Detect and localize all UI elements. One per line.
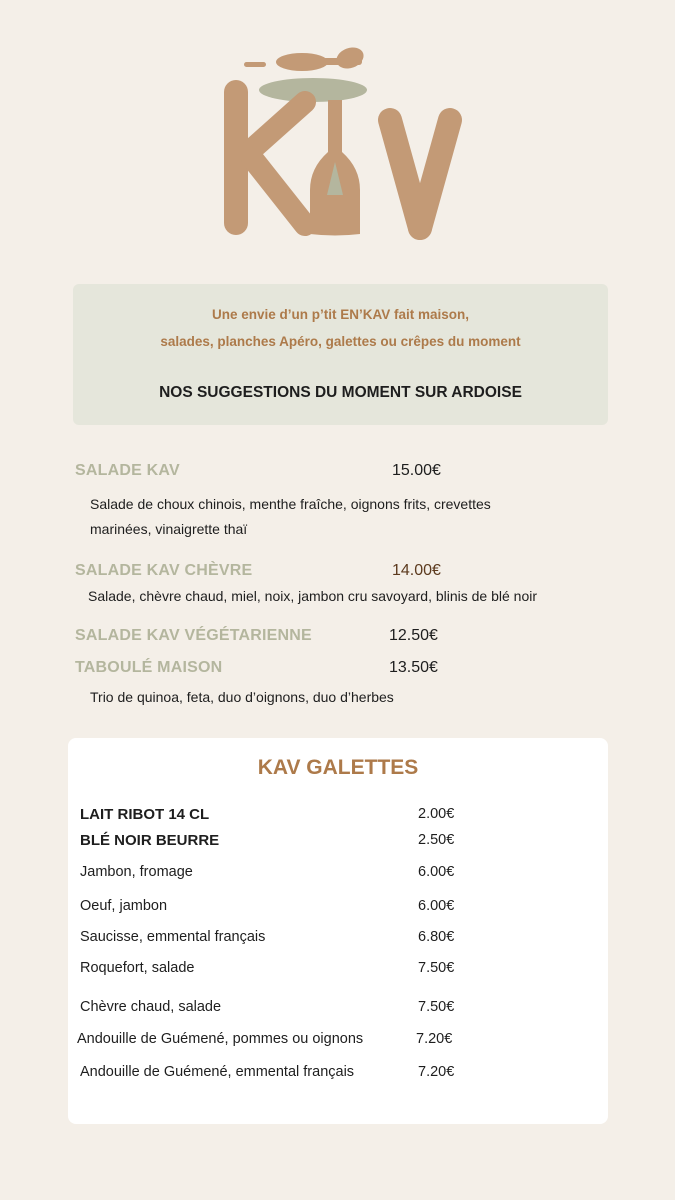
galettes-title: KAV GALETTES — [257, 756, 419, 779]
galette-price: 6.00€ — [418, 898, 455, 914]
suggestion-name: SALADE KAV CHÈVRE — [75, 562, 253, 579]
suggestion-name: TABOULÉ MAISON — [75, 659, 223, 676]
kav-logo-icon — [210, 40, 470, 245]
galette-name: Roquefort, salade — [80, 960, 195, 976]
suggestion-name: SALADE KAV VÉGÉTARIENNE — [75, 627, 312, 644]
suggestions-heading: NOS SUGGESTIONS DU MOMENT SUR ARDOISE — [159, 384, 522, 401]
galette-price: 7.50€ — [418, 999, 455, 1015]
galette-name: Saucisse, emmental français — [80, 929, 266, 945]
galette-name: Chèvre chaud, salade — [80, 999, 222, 1015]
galette-name: Andouille de Guémené, pommes ou oignons — [77, 1031, 364, 1047]
galette-name: Oeuf, jambon — [80, 898, 168, 914]
suggestion-price: 15.00€ — [392, 462, 441, 479]
galette-price: 7.50€ — [418, 960, 455, 976]
suggestion-description: Trio de quinoa, feta, duo d’oignons, duo d’herbes — [90, 689, 394, 705]
galette-price: 6.80€ — [418, 929, 455, 945]
galettes-card — [68, 738, 608, 1124]
intro-panel — [73, 284, 608, 425]
intro-tagline-1: Une envie d’un p’tit EN’KAV fait maison, — [211, 307, 470, 322]
suggestion-price: 12.50€ — [389, 627, 438, 644]
suggestion-price: 14.00€ — [392, 562, 441, 579]
galette-price: 2.50€ — [418, 832, 455, 848]
galette-price: 6.00€ — [418, 864, 455, 880]
intro-tagline-2: salades, planches Apéro, galettes ou crêpes du moment — [160, 334, 521, 349]
suggestion-name: SALADE KAV — [75, 462, 180, 479]
kav-logo — [210, 40, 470, 245]
suggestion-description: Salade de choux chinois, menthe fraîche, oignons frits, crevettes marinées, vinaigrette thaï — [90, 496, 491, 537]
suggestion-description: Salade, chèvre chaud, miel, noix, jambon cru savoyard, blinis de blé noir — [88, 588, 538, 604]
galette-price: 7.20€ — [416, 1031, 453, 1047]
galette-name: LAIT RIBOT 14 CL — [80, 806, 210, 823]
galette-price: 7.20€ — [418, 1064, 455, 1080]
galette-name: Andouille de Guémené, emmental français — [80, 1064, 355, 1080]
galette-price: 2.00€ — [418, 806, 455, 822]
galette-name: BLÉ NOIR BEURRE — [80, 832, 220, 849]
suggestion-price: 13.50€ — [389, 659, 438, 676]
galette-name: Jambon, fromage — [80, 864, 193, 880]
